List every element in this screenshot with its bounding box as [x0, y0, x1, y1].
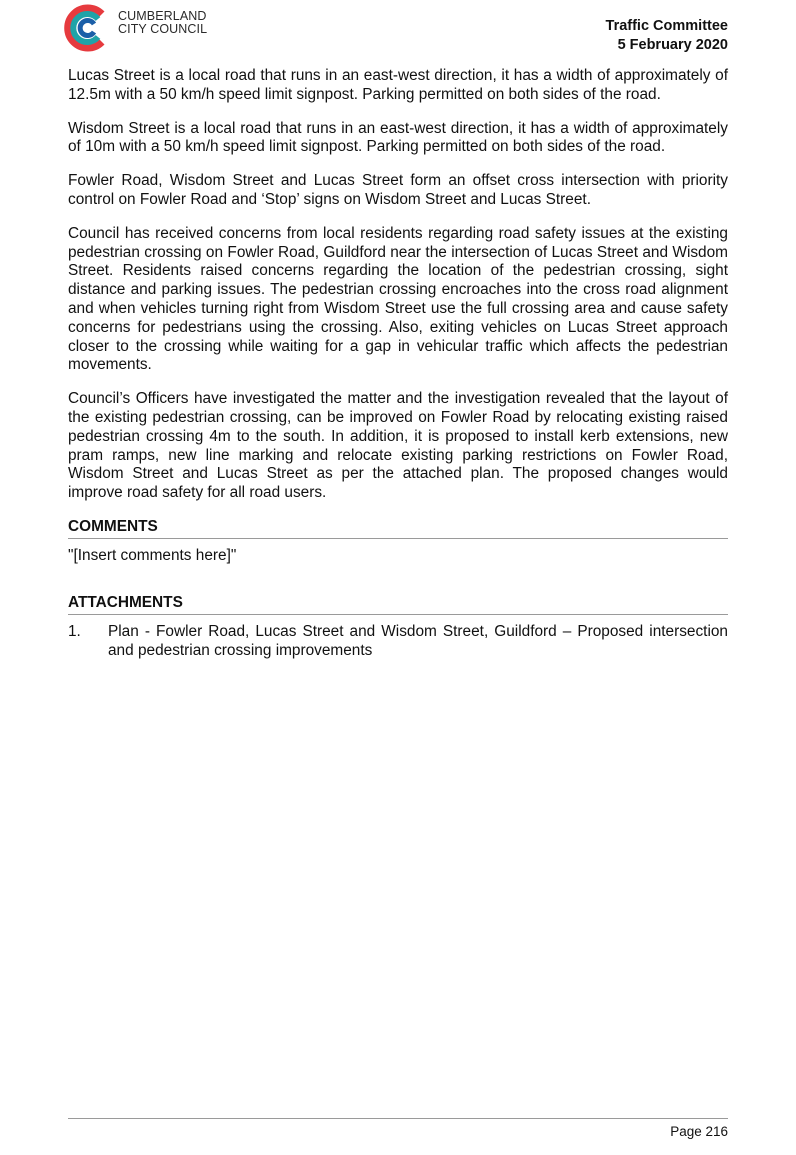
council-logo-mark-icon	[58, 0, 114, 56]
logo-line-2: CITY COUNCIL	[118, 22, 208, 36]
logo-line-1: CUMBERLAND	[118, 9, 207, 23]
attachment-number: 1.	[68, 622, 81, 640]
meeting-date: 5 February 2020	[617, 37, 728, 53]
committee-name: Traffic Committee	[605, 18, 728, 34]
attachment-item[interactable]	[68, 623, 728, 661]
body-paragraph-lucas-street: Lucas Street is a local road that runs in an east-west direction, it has a width of approximately of 12.5m with a 50 km/h speed limit signpost. Parking permitted on both sides of the road.	[68, 67, 728, 103]
page-header	[0, 0, 796, 60]
council-logo	[58, 0, 218, 56]
body-paragraph-concerns: Council has received concerns from local residents regarding road safety issues at the existing pedestrian crossing on Fowler Road, Guildford near the intersection of Lucas Street and Wisdom Street. Residents raised concerns regarding the location of the pedestrian crossing, sight distance and parking issues. The pedestrian crossing encroaches into the cross road alignment and when vehicles turning right from Wisdom Street use the full crossing area and cause safety concerns for pedestrians using the crossing. Also, exiting vehicles on Lucas Street approach closer to the crossing while waiting for a gap in vehicular traffic which affects the pedestrian movements.	[68, 224, 728, 374]
body-paragraph-wisdom-street: Wisdom Street is a local road that runs in an east-west direction, it has a width of approximately of 10m with a 50 km/h speed limit signpost. Parking permitted on both sides of the road.	[68, 119, 728, 156]
comments-text: "[Insert comments here]"	[68, 546, 237, 564]
page-number: Page 216	[670, 1124, 728, 1139]
attachments-heading: ATTACHMENTS	[68, 594, 728, 615]
document-meta	[606, 17, 728, 55]
attachment-title: Plan - Fowler Road, Lucas Street and Wisdom Street, Guildford – Proposed intersection and pedestrian crossing improvements	[108, 622, 728, 659]
document-body	[68, 67, 728, 660]
comments-heading: COMMENTS	[68, 518, 728, 539]
body-paragraph-investigation: Council’s Officers have investigated the matter and the investigation revealed that the layout of the existing pedestrian crossing, can be improved on Fowler Road by relocating existing raised pedestrian crossing 4m to the south. In addition, it is proposed to install kerb extensions, new pram ramps, new line marking and relocate existing parking restrictions on Fowler Road, Wisdom Street and Lucas Street as per the attached plan. The proposed changes would improve road safety for all road users.	[68, 390, 728, 502]
footer-divider	[68, 1118, 728, 1119]
council-logo-text	[118, 10, 207, 36]
body-paragraph-intersection: Fowler Road, Wisdom Street and Lucas Street form an offset cross intersection with priority control on Fowler Road and ‘Stop’ signs on Wisdom Street and Lucas Street.	[68, 172, 728, 208]
